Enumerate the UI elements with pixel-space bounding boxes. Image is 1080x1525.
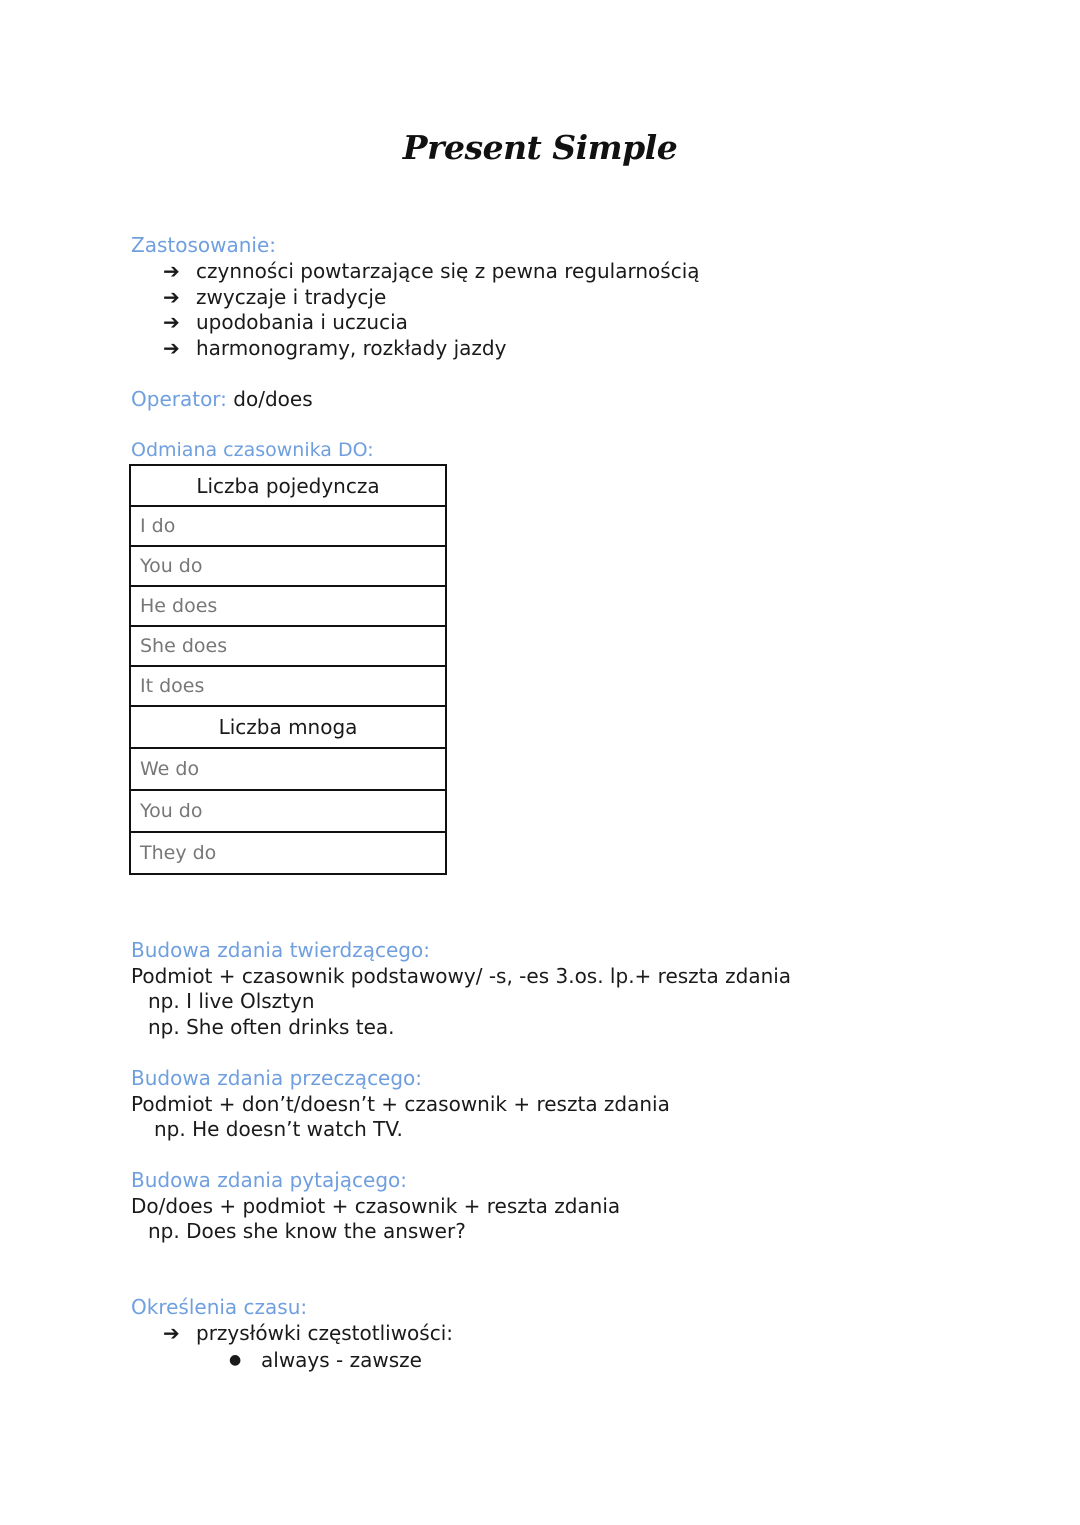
table-cell: You do: [130, 546, 446, 586]
question-heading: Budowa zdania pytającego:: [131, 1168, 408, 1192]
conjugation-heading: Odmiana czasownika DO:: [131, 439, 374, 461]
table-cell: We do: [130, 748, 446, 790]
arrow-icon: ➔: [163, 1321, 180, 1345]
operator-value: do/does: [233, 387, 313, 411]
time-expressions-heading: Określenia czasu:: [131, 1295, 308, 1319]
time-expression-subitem: always - zawsze: [261, 1348, 422, 1372]
arrow-icon: ➔: [163, 336, 180, 360]
operator-heading: Operator:: [131, 387, 227, 411]
table-row: [130, 790, 446, 832]
table-row: [130, 748, 446, 790]
table-cell: You do: [130, 790, 446, 832]
table-cell: It does: [130, 666, 446, 706]
question-example: np. Does she know the answer?: [148, 1219, 466, 1243]
table-row: [130, 706, 446, 748]
usage-heading: Zastosowanie:: [131, 233, 276, 257]
bullet-icon: ●: [229, 1352, 242, 1368]
negative-example: np. He doesn’t watch TV.: [154, 1117, 403, 1141]
usage-item: zwyczaje i tradycje: [196, 285, 387, 309]
page-title: Present Simple: [402, 128, 678, 167]
negative-heading: Budowa zdania przeczącego:: [131, 1066, 423, 1090]
singular-header: Liczba pojedyncza: [130, 465, 446, 506]
operator-line: [131, 387, 313, 411]
table-row: [130, 465, 446, 506]
arrow-icon: ➔: [163, 310, 180, 334]
table-cell: He does: [130, 586, 446, 626]
table-row: [130, 586, 446, 626]
table-row: [130, 666, 446, 706]
affirmative-heading: Budowa zdania twierdzącego:: [131, 938, 430, 962]
usage-item: czynności powtarzające się z pewna regularnością: [196, 259, 700, 283]
time-expression-item: przysłówki częstotliwości:: [196, 1321, 454, 1345]
arrow-icon: ➔: [163, 285, 180, 309]
arrow-icon: ➔: [163, 259, 180, 283]
table-row: [130, 546, 446, 586]
question-rule: Do/does + podmiot + czasownik + reszta zdania: [131, 1194, 621, 1218]
table-cell: They do: [130, 832, 446, 874]
negative-rule: Podmiot + don’t/doesn’t + czasownik + reszta zdania: [131, 1092, 670, 1116]
conjugation-table: [129, 464, 447, 875]
affirmative-rule: Podmiot + czasownik podstawowy/ -s, -es 3.os. lp.+ reszta zdania: [131, 964, 792, 988]
usage-item: upodobania i uczucia: [196, 310, 408, 334]
table-row: [130, 506, 446, 546]
table-row: [130, 626, 446, 666]
table-row: [130, 832, 446, 874]
usage-item: harmonogramy, rozkłady jazdy: [196, 336, 507, 360]
table-cell: She does: [130, 626, 446, 666]
affirmative-example: np. She often drinks tea.: [148, 1015, 395, 1039]
plural-header: Liczba mnoga: [130, 706, 446, 748]
affirmative-example: np. I live Olsztyn: [148, 989, 315, 1013]
table-cell: I do: [130, 506, 446, 546]
